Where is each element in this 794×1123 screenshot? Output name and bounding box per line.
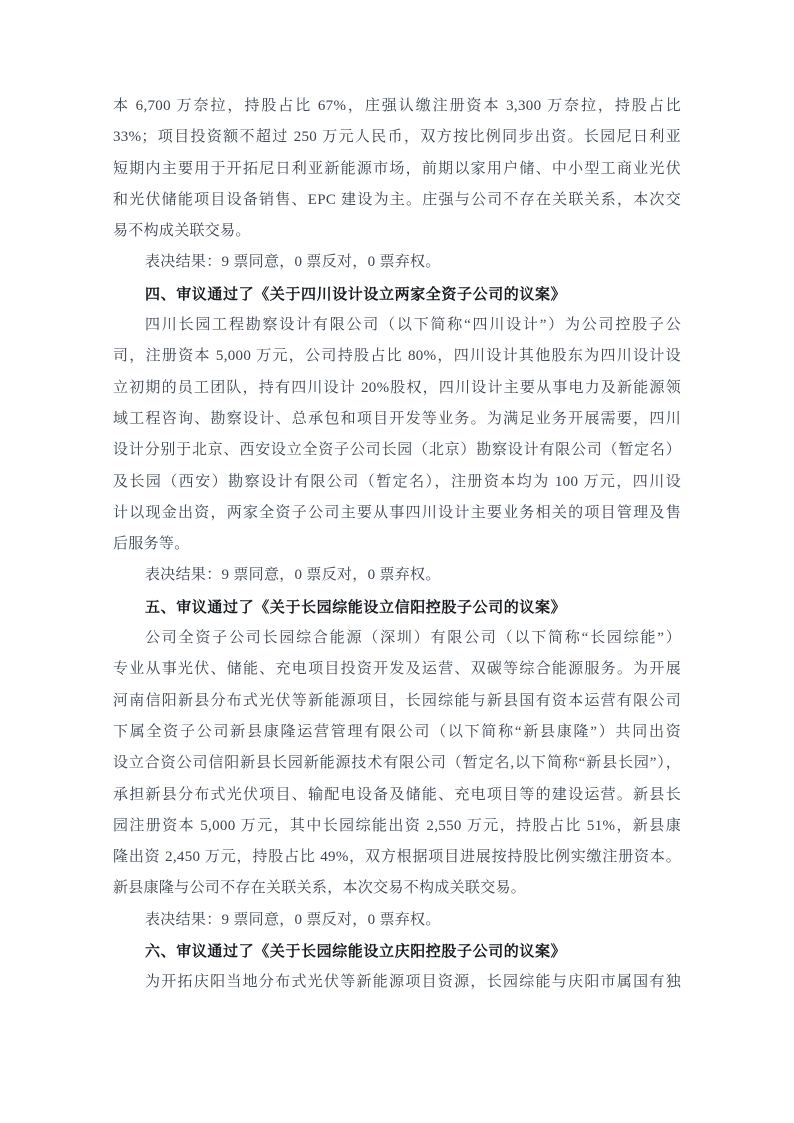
text-line: 33%；项目投资额不超过 250 万元人民币，双方按比例同步出资。长园尼日利亚 — [113, 129, 681, 146]
text-line: 设立合资公司信阳新县长园新能源技术有限公司（暂定名,以下简称“新县长园”）， — [113, 755, 681, 772]
vote-result-line: 表决结果：9 票同意，0 票反对，0 票弃权。 — [145, 254, 441, 271]
text-line: 计以现金出资，两家全资子公司主要从事四川设计主要业务相关的项目管理及售 — [113, 504, 681, 521]
text-line: 承担新县分布式光伏项目、输配电设备及储能、充电项目等的建设运营。新县长 — [113, 786, 681, 803]
text-line: 隆出资 2,450 万元，持股占比 49%，双方根据项目进展按持股比例实缴注册资本。 — [113, 849, 681, 866]
text-line: 易不构成关联交易。 — [113, 223, 251, 240]
text-line: 下属全资子公司新县康隆运营管理有限公司（以下简称“新县康隆”）共同出资 — [113, 723, 681, 740]
text-line: 短期内主要用于开拓尼日利亚新能源市场，前期以家用户储、中小型工商业光伏 — [113, 160, 681, 177]
text-line: 司，注册资本 5,000 万元，公司持股占比 80%，四川设计其他股东为四川设计设 — [113, 348, 681, 365]
text-line: 园注册资本 5,000 万元，其中长园综能出资 2,550 万元，持股占比 51%，新县康 — [113, 817, 681, 834]
vote-result-line: 表决结果：9 票同意，0 票反对，0 票弃权。 — [145, 911, 441, 928]
section-heading: 四、审议通过了《关于四川设计设立两家全资子公司的议案》 — [145, 285, 567, 303]
vote-result-line: 表决结果：9 票同意，0 票反对，0 票弃权。 — [145, 567, 441, 584]
text-line: 立初期的员工团队，持有四川设计 20%股权，四川设计主要从事电力及新能源领 — [113, 379, 681, 396]
text-line: 为开拓庆阳当地分布式光伏等新能源项目资源，长园综能与庆阳市属国有独 — [145, 974, 681, 991]
document-page — [113, 91, 681, 999]
text-line: 四川长园工程勘察设计有限公司（以下简称“四川设计”）为公司控股子公 — [145, 317, 681, 334]
text-line: 本 6,700 万奈拉，持股占比 67%，庄强认缴注册资本 3,300 万奈拉，持股占比 — [113, 98, 681, 114]
text-line: 及长园（西安）勘察设计有限公司（暂定名），注册资本均为 100 万元，四川设 — [113, 473, 681, 490]
text-line: 和光伏储能项目设备销售、EPC 建设为主。庄强与公司不存在关联关系，本次交 — [113, 191, 681, 208]
text-line: 域工程咨询、勘察设计、总承包和项目开发等业务。为满足业务开展需要，四川 — [113, 410, 681, 427]
text-line: 后服务等。 — [113, 536, 190, 553]
text-line: 公司全资子公司长园综合能源（深圳）有限公司（以下简称“长园综能”） — [145, 630, 681, 647]
section-heading: 五、审议通过了《关于长园综能设立信阳控股子公司的议案》 — [145, 598, 567, 616]
section-heading: 六、审议通过了《关于长园综能设立庆阳控股子公司的议案》 — [145, 943, 567, 961]
text-line: 河南信阳新县分布式光伏等新能源项目，长园综能与新县国有资本运营有限公司 — [113, 692, 681, 709]
text-line: 新县康隆与公司不存在关联关系，本次交易不构成关联交易。 — [113, 880, 527, 897]
text-line: 专业从事光伏、储能、充电项目投资开发及运营、双碳等综合能源服务。为开展 — [113, 661, 681, 678]
text-line: 设计分别于北京、西安设立全资子公司长园（北京）勘察设计有限公司（暂定名） — [113, 442, 681, 459]
